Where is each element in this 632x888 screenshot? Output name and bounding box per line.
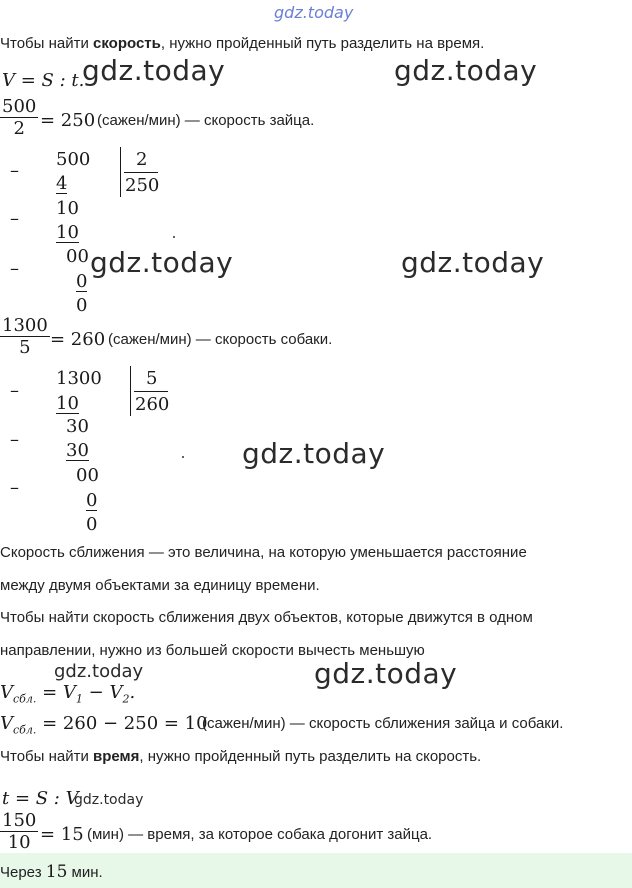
approach-rule-line-1: Чтобы найти скорость сближения двух объектов, которые движутся в одном	[0, 609, 533, 626]
speed-rule-before: Чтобы найти	[0, 35, 94, 52]
div2-minus-1: –	[10, 380, 19, 401]
answer-prefix: Через	[0, 864, 46, 881]
time-rule-after: , нужно пройденный путь разделить на скорость.	[139, 748, 482, 765]
div2-bracket-vertical	[130, 366, 131, 416]
div1-sub1	[56, 173, 67, 194]
approach-definition-line-2: между двумя объектами за единицу времени.	[0, 577, 320, 594]
watermark-5: gdz.today	[242, 437, 386, 470]
div2-dividend: 1300	[56, 368, 102, 389]
watermark-2: gdz.today	[394, 54, 538, 87]
time-rule-text	[0, 748, 481, 765]
dog-result: = 260	[50, 329, 106, 350]
formula-vsbl-eq: = V	[42, 682, 76, 703]
div2-sub2-value: 30	[66, 440, 89, 461]
calc-vsbl-expr: = 260 − 250 = 10	[42, 713, 208, 734]
watermark-7: gdz.today	[314, 657, 458, 690]
div1-minus-3: –	[10, 258, 19, 279]
watermark-4: gdz.today	[401, 246, 545, 279]
hare-result: = 250	[40, 110, 96, 131]
answer-value: 15	[45, 862, 68, 882]
div2-final: 0	[86, 514, 98, 535]
time-text: (мин) — время, за которое собака догонит зайца.	[87, 826, 433, 843]
answer-text	[0, 862, 103, 882]
approach-rule-line-2: направлении, нужно из большей скорости вычесть меньшую	[0, 642, 425, 659]
div2-sub1	[56, 393, 79, 414]
dog-text: (сажен/мин) — скорость собаки.	[108, 331, 333, 348]
watermark-3: gdz.today	[90, 246, 234, 279]
div1-minus-2: –	[10, 208, 19, 229]
div1-final: 0	[76, 295, 88, 316]
div2-bracket-horizontal	[134, 391, 168, 392]
div1-sub1-value: 4	[56, 173, 68, 194]
formula-speed: V = S : t.	[2, 70, 85, 91]
hare-fraction	[0, 96, 38, 139]
calc-vsbl-sub: сбл.	[13, 723, 37, 737]
hare-fraction-numerator: 500	[2, 96, 37, 117]
formula-vsbl-end: .	[129, 682, 136, 703]
div2-rem2: 00	[76, 465, 99, 486]
div1-divisor: 2	[136, 149, 148, 170]
stray-dot-2	[182, 456, 184, 458]
watermark-8: gdz.today	[74, 792, 144, 808]
hare-fraction-denominator: 2	[0, 117, 38, 139]
div1-sub2	[56, 222, 79, 243]
speed-rule-bold: скорость	[93, 35, 161, 52]
answer-suffix: мин.	[67, 864, 103, 881]
formula-time: t = S : V	[2, 788, 79, 809]
div2-rem1: 30	[66, 416, 89, 437]
time-fraction-denominator: 10	[0, 831, 38, 853]
div1-sub2-value: 10	[56, 222, 79, 243]
time-result: = 15	[40, 824, 84, 845]
div1-sub3-value: 0	[76, 271, 88, 292]
formula-vsbl-sub: сбл.	[13, 692, 37, 706]
div1-rem1: 10	[56, 198, 79, 219]
calc-vsbl-v: V	[0, 713, 13, 734]
div2-minus-2: –	[10, 429, 19, 450]
time-rule-bold: время	[93, 748, 140, 765]
dog-fraction-numerator: 1300	[2, 315, 48, 336]
div2-sub1-value: 10	[56, 393, 79, 414]
stray-dot-1	[173, 236, 175, 238]
speed-rule-text	[0, 35, 484, 52]
approach-definition-line-1: Скорость сближения — это величина, на которую уменьшается расстояние	[0, 544, 527, 561]
div2-sub3	[86, 490, 97, 511]
calc-approach-speed	[0, 713, 208, 737]
formula-vsbl-sub1: 1	[75, 692, 83, 706]
dog-fraction-denominator: 5	[0, 336, 50, 358]
time-fraction	[0, 810, 38, 853]
watermark-top: gdz.today	[274, 3, 354, 22]
div1-minus-1: –	[10, 160, 19, 181]
div2-quotient: 260	[135, 394, 170, 415]
time-fraction-numerator: 150	[2, 810, 37, 831]
formula-vsbl-sub2: 2	[122, 692, 130, 706]
div1-sub3	[76, 271, 87, 292]
formula-vsbl-v: V	[0, 682, 13, 703]
watermark-1: gdz.today	[82, 54, 226, 87]
calc-approach-text: (сажен/мин) — скорость сближения зайца и собаки.	[202, 715, 564, 732]
formula-approach-speed	[0, 682, 135, 706]
speed-rule-after: , нужно пройденный путь разделить на время.	[160, 35, 485, 52]
div2-minus-3: –	[10, 477, 19, 498]
div1-bracket-horizontal	[124, 172, 158, 173]
div1-quotient: 250	[125, 175, 160, 196]
div1-dividend: 500	[56, 149, 91, 170]
formula-vsbl-minus: − V	[88, 682, 123, 703]
dog-fraction	[0, 315, 50, 358]
time-rule-before: Чтобы найти	[0, 748, 94, 765]
div2-sub3-value: 0	[86, 490, 98, 511]
div1-rem2: 00	[66, 246, 89, 267]
hare-text: (сажен/мин) — скорость зайца.	[97, 112, 315, 129]
div2-divisor: 5	[146, 368, 158, 389]
watermark-6: gdz.today	[54, 661, 144, 682]
div1-bracket-vertical	[120, 147, 121, 197]
div2-sub2	[66, 440, 89, 461]
